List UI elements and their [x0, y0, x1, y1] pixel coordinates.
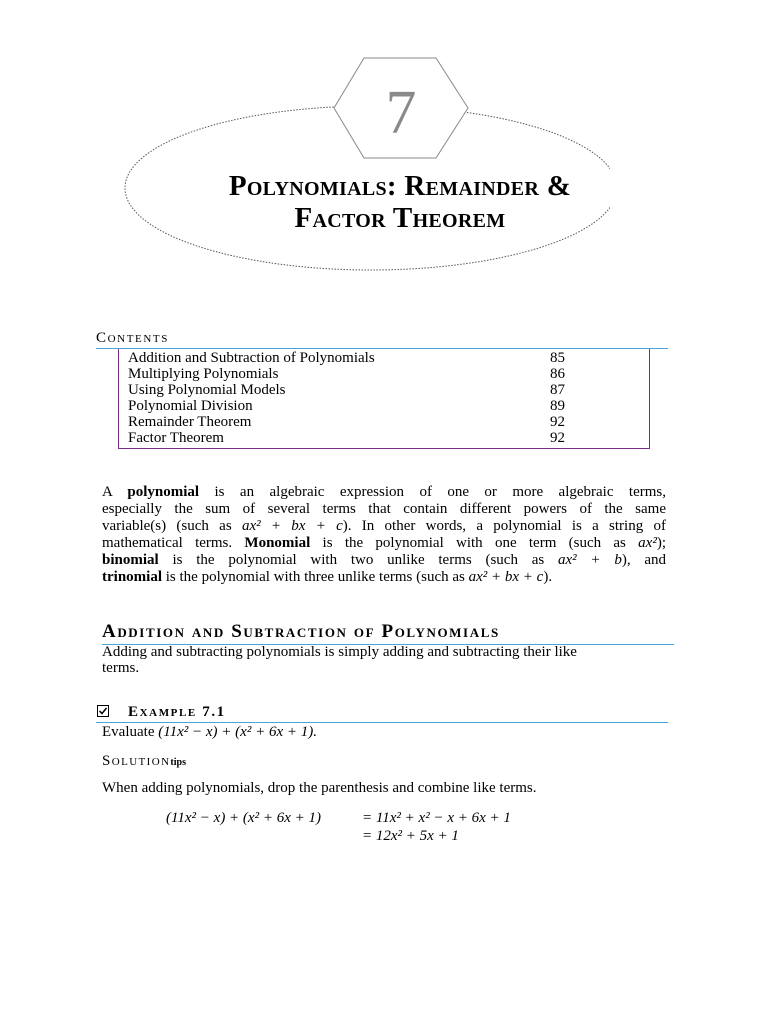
- toc-label: Polynomial Division: [128, 398, 253, 414]
- toc-row[interactable]: [128, 350, 578, 366]
- toc-page: 92: [550, 414, 565, 430]
- intro-line: variable(s) (such as ax² + bx + c). In other words, a polynomial is a string of: [102, 518, 666, 534]
- chapter-title-line-2: Factor Theorem: [294, 202, 506, 234]
- toc-page: 89: [550, 398, 565, 414]
- example-heading: Example 7.1: [128, 704, 226, 720]
- term-binomial: binomial: [102, 552, 159, 568]
- toc-label: Multiplying Polynomials: [128, 366, 279, 382]
- toc-page: 87: [550, 382, 565, 398]
- section-heading: Addition and Subtraction of Polynomials: [102, 621, 500, 642]
- chapter-title: [120, 170, 680, 234]
- chapter-number: 7: [385, 79, 417, 147]
- solution-text: When adding polynomials, drop the parenthesis and combine like terms.: [102, 780, 537, 796]
- example-prompt: Evaluate (11x² − x) + (x² + 6x + 1).: [102, 724, 317, 740]
- solution-heading: [102, 753, 186, 771]
- toc-row[interactable]: [128, 414, 578, 430]
- example-rule: [96, 722, 668, 723]
- toc-page: 92: [550, 430, 565, 446]
- toc-row[interactable]: [128, 398, 578, 414]
- toc-page: 85: [550, 350, 565, 366]
- equation-step-1: = 11x² + x² − x + 6x + 1: [362, 810, 511, 826]
- tips-label: tips: [170, 757, 186, 768]
- intro-paragraph: [102, 484, 666, 586]
- intro-line: especially the sum of several terms that contain different powers of the same: [102, 501, 666, 517]
- equation-lhs: (11x² − x) + (x² + 6x + 1): [166, 810, 321, 826]
- toc-label: Addition and Subtraction of Polynomials: [128, 350, 375, 366]
- term-monomial: Monomial: [244, 535, 311, 551]
- term-trinomial: trinomial: [102, 569, 162, 585]
- toc-row[interactable]: [128, 430, 578, 446]
- term-polynomial: polynomial: [127, 484, 200, 500]
- section-body-line-2: terms.: [102, 660, 140, 676]
- checkbox-checked-icon: [97, 705, 109, 717]
- intro-line: A polynomial is an algebraic expression of one or more algebraic terms,: [102, 484, 666, 500]
- equation-step-2: = 12x² + 5x + 1: [362, 828, 459, 844]
- intro-line: binomial is the polynomial with two unlike terms (such as ax² + b), and: [102, 552, 666, 568]
- toc-label: Remainder Theorem: [128, 414, 252, 430]
- toc-label: Factor Theorem: [128, 430, 224, 446]
- section-body-line-1: Adding and subtracting polynomials is simply adding and subtracting their like: [102, 644, 577, 660]
- toc-page: 86: [550, 366, 565, 382]
- contents-heading: Contents: [96, 330, 169, 346]
- solution-label: Solution: [102, 753, 171, 769]
- toc-row[interactable]: [128, 366, 578, 382]
- chapter-header-ornament: [0, 0, 768, 300]
- intro-line: mathematical terms. Monomial is the polynomial with one term (such as ax²);: [102, 535, 666, 551]
- toc-row[interactable]: [128, 382, 578, 398]
- chapter-title-line-1: Polynomials: Remainder &: [228, 170, 572, 202]
- toc-label: Using Polynomial Models: [128, 382, 286, 398]
- intro-line: trinomial is the polynomial with three unlike terms (such as ax² + bx + c).: [102, 569, 553, 585]
